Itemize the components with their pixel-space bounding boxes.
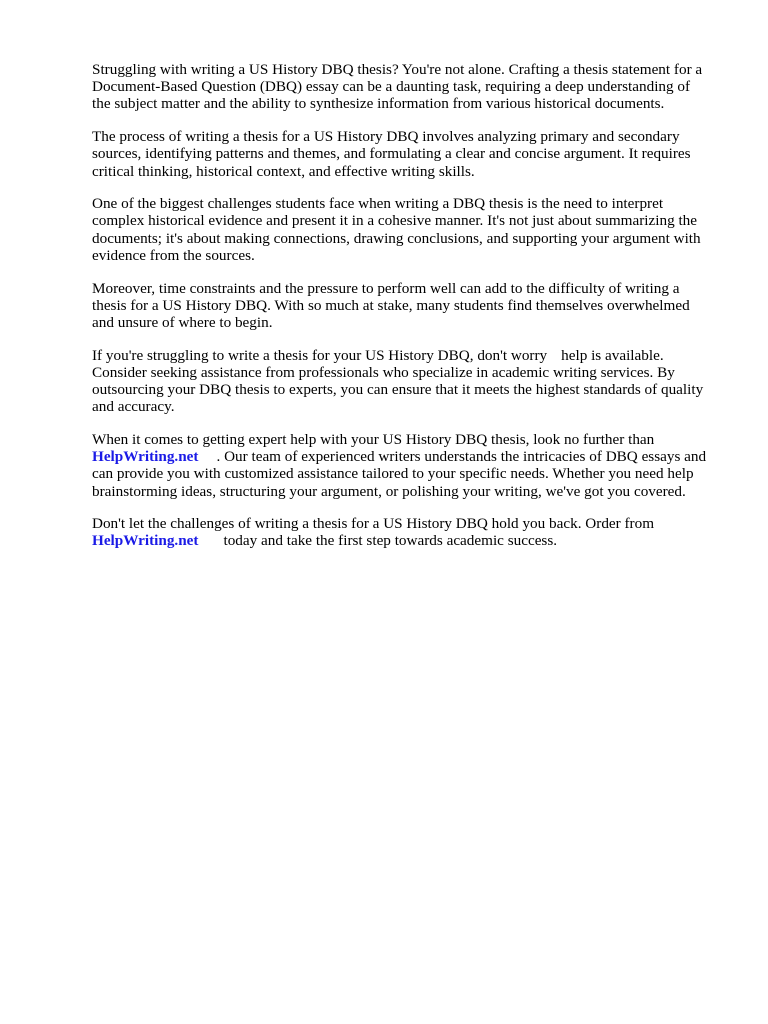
- paragraph-expert-help: [92, 431, 732, 500]
- text-line: The process of writing a thesis for a US History DBQ involves analyzing primary and secondary: [92, 128, 680, 146]
- text-line: documents; it's about making connections, drawing conclusions, and supporting your argument with: [92, 229, 701, 247]
- text-line: Don't let the challenges of writing a thesis for a US History DBQ hold you back. Order from: [92, 515, 655, 533]
- text-line: thesis for a US History DBQ. With so much at stake, many students find themselves overwhelmed: [92, 296, 690, 314]
- paragraph-challenges: [92, 195, 732, 264]
- helpwriting-link[interactable]: HelpWriting.net: [92, 448, 199, 466]
- text-segment: . Our team of experienced writers understands the intricacies of DBQ essays and: [216, 448, 707, 466]
- text-line: critical thinking, historical context, and effective writing skills.: [92, 162, 475, 180]
- paragraph-time-constraints: [92, 280, 732, 332]
- text-line: complex historical evidence and present it in a cohesive manner. It's not just about summarizing the: [92, 212, 698, 230]
- paragraph-call-to-action: [92, 515, 732, 549]
- text-line: Moreover, time constraints and the pressure to perform well can add to the difficulty of writing a: [92, 279, 680, 297]
- text-line: [92, 347, 732, 364]
- paragraph-help-available: [92, 347, 732, 416]
- text-segment: today and take the first step towards academic success.: [223, 532, 558, 550]
- text-line: sources, identifying patterns and themes, and formulating a clear and concise argument. It requires: [92, 145, 691, 163]
- text-line: When it comes to getting expert help with your US History DBQ thesis, look no further than: [92, 430, 655, 448]
- text-line: evidence from the sources.: [92, 246, 255, 264]
- text-line: [92, 448, 732, 465]
- helpwriting-link[interactable]: HelpWriting.net: [92, 532, 199, 550]
- text-line: can provide you with customized assistance tailored to your specific needs. Whether you need help: [92, 465, 694, 483]
- document-body: [92, 61, 732, 565]
- text-line: [92, 532, 732, 549]
- text-segment: If you're struggling to write a thesis for your US History DBQ, don't worry: [92, 346, 548, 364]
- text-line: Consider seeking assistance from professionals who specialize in academic writing services. By: [92, 363, 675, 381]
- text-line: brainstorming ideas, structuring your argument, or polishing your writing, we've got you covered.: [92, 482, 686, 500]
- text-line: and unsure of where to begin.: [92, 313, 273, 331]
- paragraph-intro: [92, 61, 732, 113]
- text-segment: help is available.: [561, 346, 664, 364]
- paragraph-process: [92, 128, 732, 180]
- text-line: outsourcing your DBQ thesis to experts, you can ensure that it meets the highest standards of quality: [92, 381, 704, 399]
- text-line: the subject matter and the ability to synthesize information from various historical documents.: [92, 95, 665, 113]
- text-line: One of the biggest challenges students face when writing a DBQ thesis is the need to interpret: [92, 195, 664, 213]
- text-line: and accuracy.: [92, 398, 175, 416]
- text-line: Document-Based Question (DBQ) essay can be a daunting task, requiring a deep understanding of: [92, 78, 691, 96]
- text-line: Struggling with writing a US History DBQ thesis? You're not alone. Crafting a thesis statement for a: [92, 61, 703, 78]
